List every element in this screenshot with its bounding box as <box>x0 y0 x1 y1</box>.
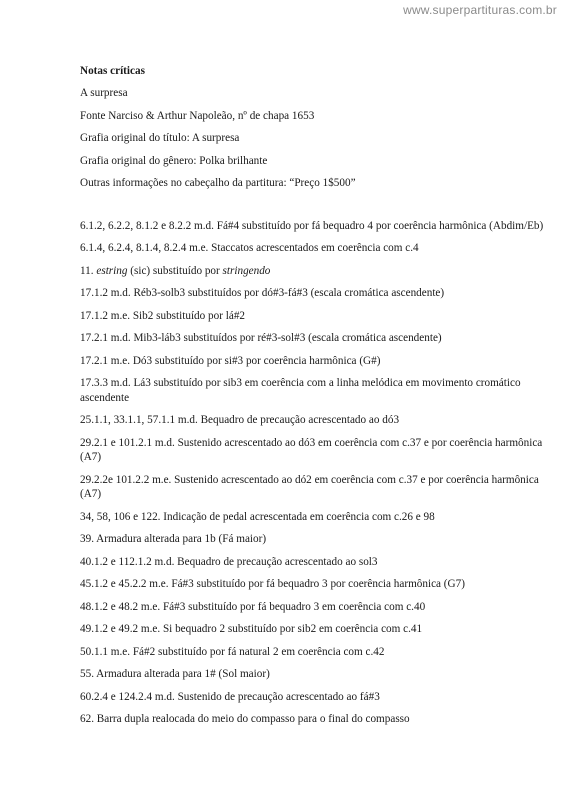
metadata-block <box>80 86 550 190</box>
list-item: 17.2.1 m.d. Mib3-láb3 substituídos por ré#3-sol#3 (escala cromática ascendente) <box>80 332 442 345</box>
critical-notes-document <box>80 64 550 735</box>
list-item: 48.1.2 e 48.2 m.e. Fá#3 substituído por fá bequadro 3 em coerência com c.40 <box>80 600 426 613</box>
list-item: 29.2.2e 101.2.2 m.e. Sustenido acrescentado ao dó2 em coerência com c.37 e por coerência harmônica (A7) <box>80 473 539 501</box>
meta-original-genre: Grafia original do gênero: Polka brilhante <box>80 154 268 167</box>
list-item: 29.2.1 e 101.2.1 m.d. Sustenido acrescentado ao dó3 em coerência com c.37 e por coerência harmônica (A7) <box>80 436 543 464</box>
list-item: 6.1.4, 6.2.4, 8.1.4, 8.2.4 m.e. Staccatos acrescentados em coerência com c.4 <box>80 242 419 255</box>
list-item <box>80 264 550 278</box>
list-item: 17.2.1 m.e. Dó3 substituído por si#3 por coerência harmônica (G#) <box>80 354 381 367</box>
list-item: 62. Barra dupla realocada do meio do compasso para o final do compasso <box>80 713 410 726</box>
meta-piece-title: A surpresa <box>80 87 128 100</box>
list-item: 60.2.4 e 124.2.4 m.d. Sustenido de precaução acrescentado ao fá#3 <box>80 690 380 703</box>
note-italic-term: stringendo <box>222 264 271 277</box>
list-item: 25.1.1, 33.1.1, 57.1.1 m.d. Bequadro de precaução acrescentado ao dó3 <box>80 414 400 427</box>
list-item: 45.1.2 e 45.2.2 m.e. Fá#3 substituído por fá bequadro 3 por coerência harmônica (G7) <box>80 578 465 591</box>
list-item: 17.3.3 m.d. Lá3 substituído por sib3 em coerência com a linha melódica em movimento cromático ascendente <box>80 377 521 404</box>
list-item: 17.1.2 m.d. Réb3-solb3 substituídos por dó#3-fá#3 (escala cromática ascendente) <box>80 287 445 300</box>
list-item: 50.1.1 m.e. Fá#2 substituído por fá natural 2 em coerência com c.42 <box>80 645 385 658</box>
notes-list <box>80 219 550 727</box>
list-item: 39. Armadura alterada para 1b (Fá maior) <box>80 533 267 546</box>
list-item: 34, 58, 106 e 122. Indicação de pedal acrescentada em coerência com c.26 e 98 <box>80 510 435 523</box>
note-prefix: 11. <box>80 264 97 277</box>
document-title: Notas críticas <box>80 65 145 77</box>
meta-header-info: Outras informações no cabeçalho da partitura: “Preço 1$500” <box>80 177 356 190</box>
list-item: 40.1.2 e 112.1.2 m.d. Bequadro de precaução acrescentado ao sol3 <box>80 555 378 568</box>
note-italic-term: estring <box>96 264 128 277</box>
note-middle: (sic) substituído por <box>127 264 223 277</box>
list-item: 49.1.2 e 49.2 m.e. Si bequadro 2 substituído por sib2 em coerência com c.41 <box>80 623 423 636</box>
site-url-watermark: www.superpartituras.com.br <box>403 3 557 17</box>
meta-source: Fonte Narciso & Arthur Napoleão, nº de chapa 1653 <box>80 109 315 122</box>
section-spacer <box>80 199 550 219</box>
list-item: 6.1.2, 6.2.2, 8.1.2 e 8.2.2 m.d. Fá#4 substituído por fá bequadro 4 por coerência harmônica (Abdim/Eb) <box>80 219 544 232</box>
list-item: 55. Armadura alterada para 1# (Sol maior) <box>80 668 270 681</box>
meta-original-title: Grafia original do título: A surpresa <box>80 132 240 145</box>
list-item: 17.1.2 m.e. Sib2 substituído por lá#2 <box>80 309 246 322</box>
